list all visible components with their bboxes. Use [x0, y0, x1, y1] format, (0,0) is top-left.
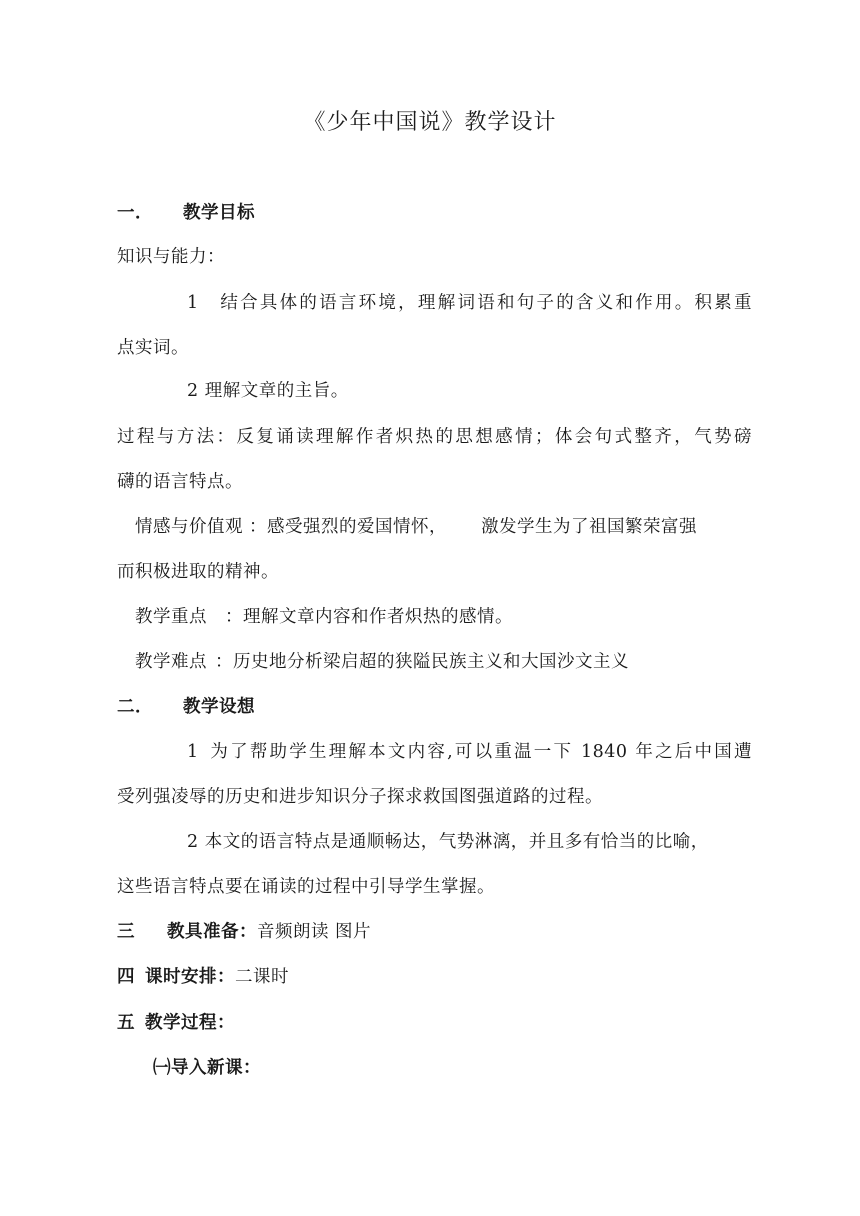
teaching-difficulty	[135, 650, 629, 674]
section1-heading	[117, 201, 255, 225]
section4-number: 四	[117, 967, 135, 987]
section5-number: 五	[117, 1013, 135, 1033]
difficulty-text: ：历史地分析梁启超的狭隘民族主义和大国沙文主义	[215, 652, 629, 672]
emotion-label: 情感与价值观 ：感受强烈的爱国情怀，	[135, 517, 448, 537]
section3-number: 三	[117, 922, 135, 942]
section3-title: 教具准备：	[167, 922, 257, 942]
knowledge-item1-number: 1	[187, 293, 199, 313]
section5-heading	[117, 1011, 235, 1035]
knowledge-label: 知识与能力：	[117, 247, 225, 267]
section4-heading	[117, 965, 289, 989]
emotion-text: 激发学生为了祖国繁荣富强	[481, 517, 698, 537]
section2-title: 教学设想	[183, 697, 255, 717]
section3-heading	[117, 920, 371, 944]
knowledge-item1-text: 结合具体的语言环境，理解词语和句子的含义和作用。积累重	[218, 293, 752, 313]
key-point-label: 教学重点	[135, 607, 207, 627]
section2-heading	[117, 695, 255, 719]
section2-number: 二．	[117, 697, 153, 717]
teaching-key-point	[135, 605, 513, 629]
key-point-text: ：理解文章内容和作者炽热的感情。	[225, 607, 513, 627]
design-item1-text: 为了帮助学生理解本文内容,可以重温一下 1840 年之后中国遭	[208, 742, 752, 762]
difficulty-label: 教学难点	[135, 652, 207, 672]
design-item1-line2: 受列强凌辱的历史和进步知识分子探求救国图强道路的过程。	[117, 787, 603, 807]
section1-number: 一．	[117, 203, 153, 223]
design-item1-line1	[117, 740, 752, 764]
knowledge-item1-line1	[117, 291, 752, 315]
emotion-line1	[135, 515, 697, 539]
design-item2-line2: 这些语言特点要在诵读的过程中引导学生掌握。	[117, 877, 495, 897]
emotion-line2: 而积极进取的精神。	[117, 562, 279, 582]
section4-title: 课时安排：	[145, 967, 235, 987]
section5-title: 教学过程：	[145, 1013, 235, 1033]
process-method-line2: 礴的语言特点。	[117, 472, 243, 492]
design-item2-line1: 2 本文的语言特点是通顺畅达，气势淋漓，并且多有恰当的比喻，	[187, 832, 709, 852]
process-method-line1: 过程与方法：反复诵读理解作者炽热的思想感情；体会句式整齐，气势磅	[117, 427, 752, 447]
document-title: 《少年中国说》教学设计	[303, 110, 557, 135]
section3-text: 音频朗读 图片	[257, 922, 372, 942]
knowledge-item2: 2 理解文章的主旨。	[187, 381, 349, 401]
design-item1-number: 1	[187, 742, 199, 762]
section4-text: 二课时	[235, 967, 289, 987]
section1-title: 教学目标	[183, 203, 255, 223]
knowledge-item1-line2: 点实词。	[117, 338, 189, 358]
subsection1-heading: ㈠导入新课：	[153, 1058, 261, 1078]
